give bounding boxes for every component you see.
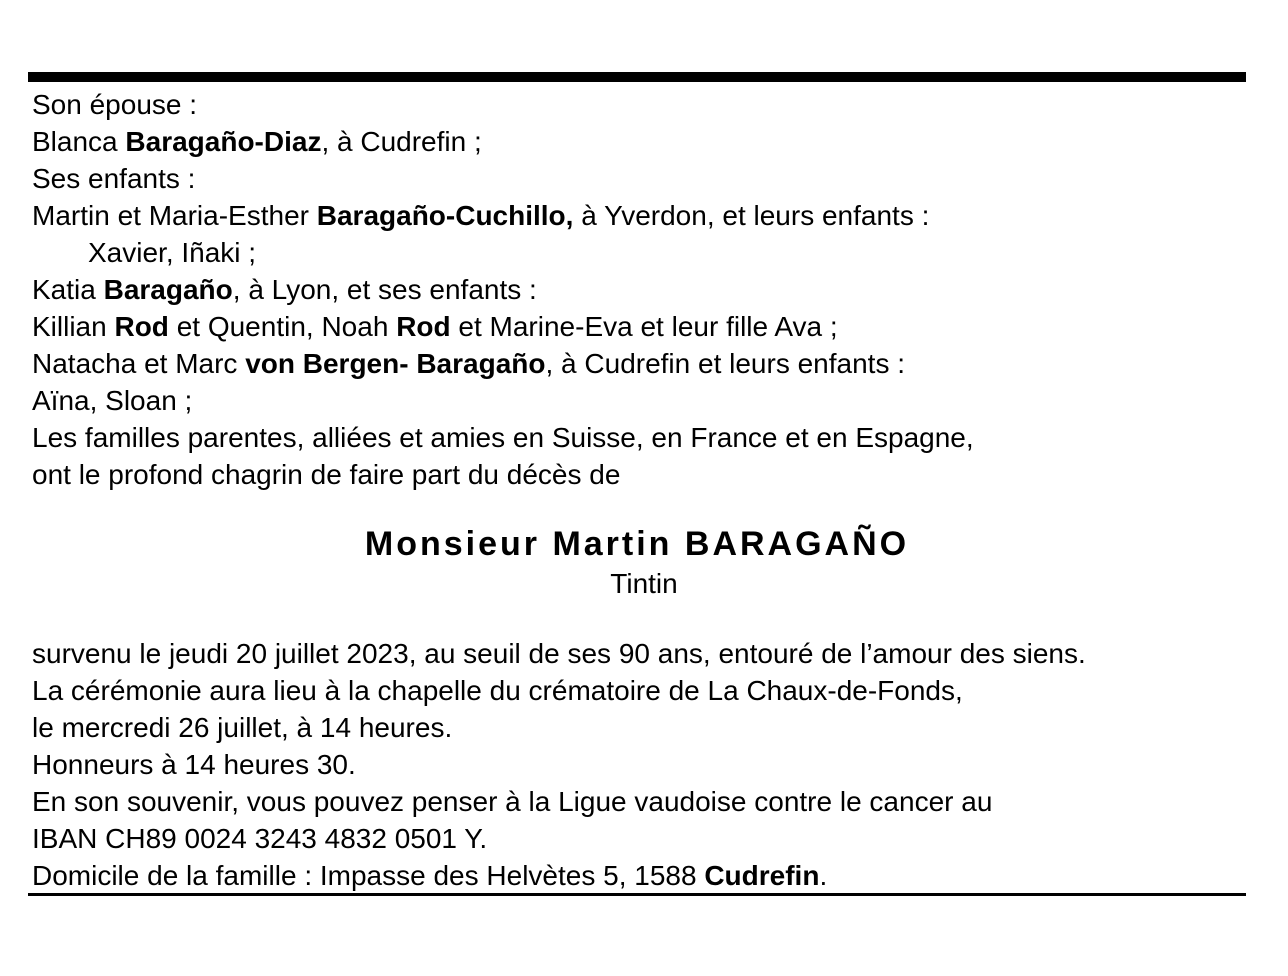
- address-line: Domicile de la famille : Impasse des Helvètes 5, 1588 Cudrefin.: [32, 860, 828, 891]
- bottom-rule: [28, 893, 1246, 896]
- ceremony-time-line: le mercredi 26 juillet, à 14 heures.: [32, 712, 453, 743]
- child1-line: Martin et Maria-Esther Baragaño-Cuchillo, à Yverdon, et leurs enfants :: [32, 200, 930, 231]
- spouse-surname: Baragaño-Diaz: [125, 126, 322, 157]
- child2-surname: Baragaño: [103, 274, 233, 305]
- iban-line: IBAN CH89 0024 3243 4832 0501 Y.: [32, 823, 488, 854]
- donation-line: En son souvenir, vous pouvez penser à la Ligue vaudoise contre le cancer au: [32, 786, 993, 817]
- deceased-nickname: Tintin: [610, 568, 678, 599]
- child1-surname: Baragaño-Cuchillo,: [316, 200, 574, 231]
- address-city: Cudrefin: [704, 860, 820, 891]
- relatives-line: Les familles parentes, alliées et amies en Suisse, en France et en Espagne,: [32, 422, 974, 453]
- child3-line: Natacha et Marc von Bergen- Baragaño, à Cudrefin et leurs enfants :: [32, 348, 906, 379]
- spouse-line: Blanca Baragaño-Diaz, à Cudrefin ;: [32, 126, 482, 157]
- deceased-name: Monsieur Martin BARAGAÑO: [364, 525, 910, 563]
- spouse-heading: Son épouse :: [32, 89, 198, 120]
- death-line: survenu le jeudi 20 juillet 2023, au seuil de ses 90 ans, entouré de l’amour des siens.: [32, 638, 1086, 669]
- child3-kids-line: Aïna, Sloan ;: [32, 385, 193, 416]
- child1-kids-line: Xavier, Iñaki ;: [88, 237, 257, 268]
- top-rule: [28, 72, 1246, 82]
- funeral-details: [32, 635, 1262, 894]
- child2-line: Katia Baragaño, à Lyon, et ses enfants :: [32, 274, 537, 305]
- children-heading: Ses enfants :: [32, 163, 196, 194]
- deceased-block: [0, 522, 1288, 602]
- child3-surname: von Bergen- Baragaño: [245, 348, 546, 379]
- child2-kids-line: Killian Rod et Quentin, Noah Rod et Marine-Eva et leur fille Ava ;: [32, 311, 838, 342]
- ceremony-place-line: La cérémonie aura lieu à la chapelle du crématoire de La Chaux-de-Fonds,: [32, 675, 963, 706]
- announcement-line: ont le profond chagrin de faire part du décès de: [32, 459, 621, 490]
- family-list: [32, 86, 1262, 493]
- honours-line: Honneurs à 14 heures 30.: [32, 749, 356, 780]
